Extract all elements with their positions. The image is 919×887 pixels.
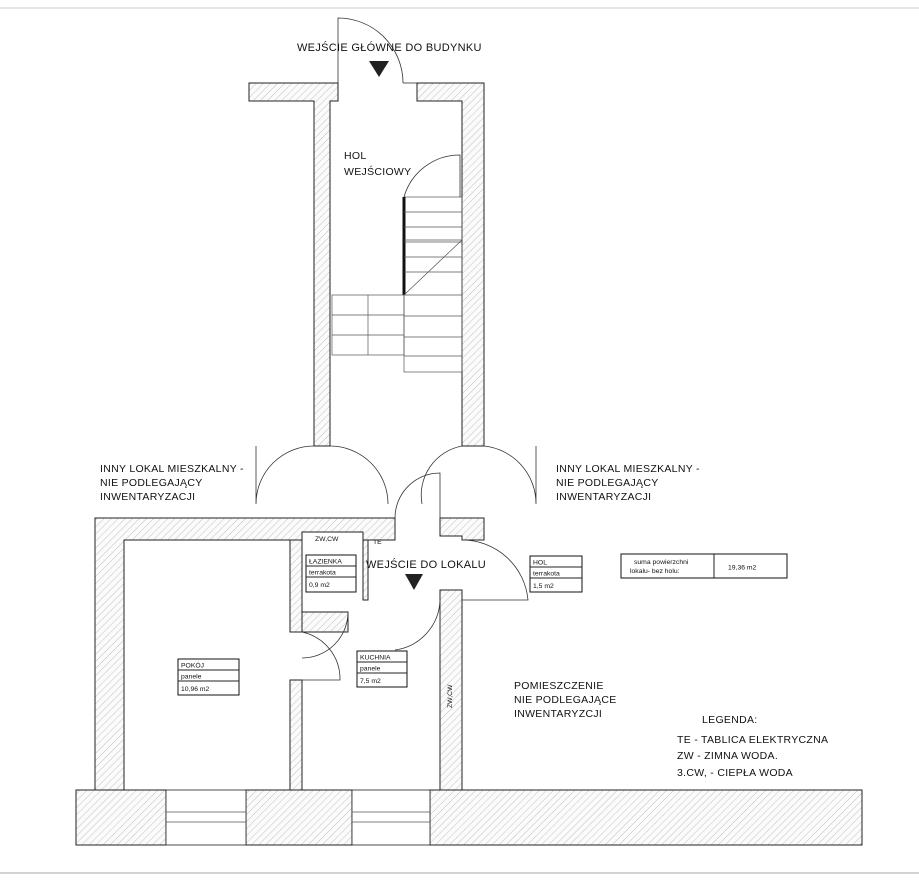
summary-label-line1: suma powierzchni — [634, 559, 689, 566]
legend-item-zw: ZW - ZIMNA WODA. — [677, 750, 779, 762]
other-left-line1: INNY LOKAL MIESZKALNY - — [100, 463, 244, 475]
kitchen-name: KUCHNIA — [360, 654, 391, 662]
room-floor: panele — [181, 673, 202, 681]
hall-label-box — [530, 556, 582, 592]
staircase — [332, 155, 462, 372]
kitchen-label-box — [357, 651, 407, 687]
main-entrance-arrow-icon — [369, 61, 389, 77]
excluded-room-line2: NIE PODLEGAJĄCE — [514, 694, 617, 706]
other-right-line3: INWENTARYZACJI — [556, 491, 652, 503]
apartment-entrance-label: WEJŚCIE DO LOKALU — [366, 559, 487, 571]
legend — [677, 714, 828, 779]
apartment-entrance-arrow-icon — [405, 574, 423, 590]
bathroom-area: 0,9 m2 — [309, 582, 330, 589]
stairwell-walls — [249, 18, 484, 446]
zw-cw-label: ZW,CW — [315, 536, 339, 543]
te-label: TE — [373, 539, 382, 546]
kitchen-area: 7,5 m2 — [360, 678, 381, 685]
other-right-line2: NIE PODLEGAJĄCY — [556, 477, 659, 489]
bathroom-floor: terrakota — [309, 569, 336, 577]
room-area: 10,96 m2 — [181, 686, 210, 693]
hall-label-line2: WEJŚCIOWY — [344, 166, 412, 178]
room-name: POKÓJ — [181, 662, 205, 670]
summary-label-line2: lokalu- bez holu: — [630, 568, 680, 575]
legend-item-cw: 3.CW, - CIEPŁA WODA — [677, 767, 793, 779]
hall-floor: terrakota — [533, 570, 560, 578]
excluded-room-line1: POMIESZCZENIE — [514, 680, 604, 692]
other-right-line1: INNY LOKAL MIESZKALNY - — [556, 463, 700, 475]
zw-cw-vertical-label: ZW,CW — [447, 684, 454, 708]
hall-name: HOL — [533, 559, 547, 567]
hall-area: 1,5 m2 — [533, 583, 554, 590]
legend-title: LEGENDA: — [702, 714, 758, 726]
summary-box — [621, 554, 787, 578]
room-label-box — [178, 659, 239, 695]
kitchen-floor: panele — [360, 665, 381, 673]
other-left-line3: INWENTARYZACJI — [100, 491, 196, 503]
bathroom-label-box — [306, 555, 356, 592]
excluded-room-line3: INWENTARYZCJI — [514, 708, 603, 720]
legend-item-te: TE - TABLICA ELEKTRYCZNA — [677, 734, 829, 746]
summary-value: 19,36 m2 — [728, 564, 757, 572]
other-left-line2: NIE PODLEGAJĄCY — [100, 477, 203, 489]
hall-label-line1: HOL — [344, 150, 367, 162]
bathroom-name: ŁAZIENKA — [309, 558, 342, 566]
main-entrance-label: WEJŚCIE GŁÓWNE DO BUDYNKU — [297, 42, 482, 54]
